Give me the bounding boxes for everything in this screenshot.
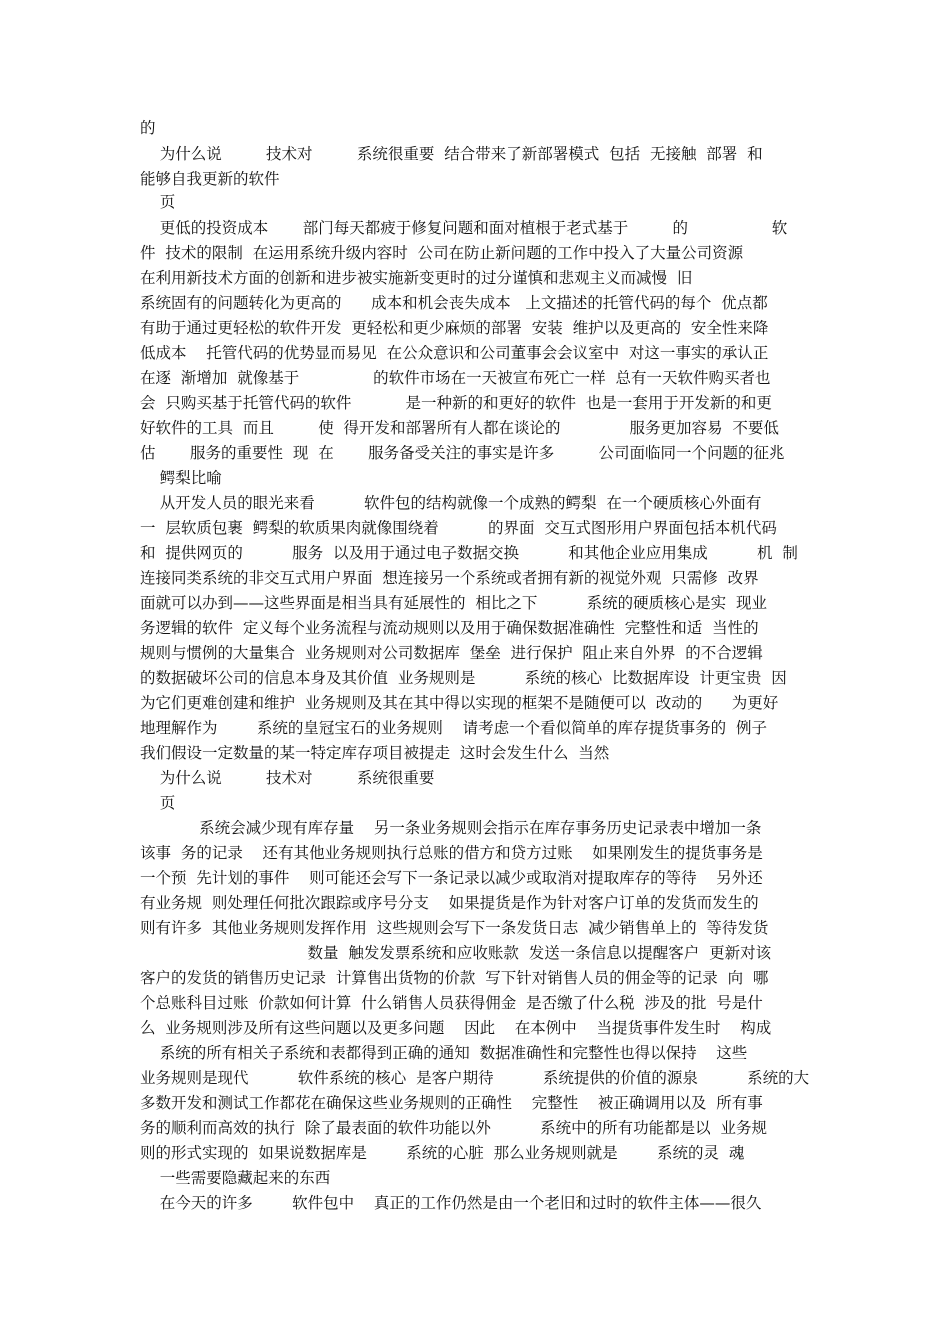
text-line: 好软件的工具 而且 使 得开发和部署所有人都在谈论的 服务更加容易 不要低 bbox=[140, 419, 779, 437]
page-label: 页 bbox=[140, 193, 176, 211]
text-line: 会 只购买基于托管代码的软件 是一种新的和更好的软件 也是一套用于开发新的和更 bbox=[140, 394, 772, 412]
text-line: 务逻辑的软件 定义每个业务流程与流动规则以及用于确保数据准确性 完整性和适 当性的 bbox=[140, 619, 759, 637]
text-line: 一个预 先计划的事件 则可能还会写下一条记录以减少或取消对提取库存的等待 另外还 bbox=[140, 869, 763, 887]
text-line: 的数据破坏公司的信息本身及其价值 业务规则是 系统的核心 比数据库设 计更宝贵 因 bbox=[140, 669, 787, 687]
text-line: 么 业务规则涉及所有这些问题以及更多问题 因此 在本例中 当提货事件发生时 构成 bbox=[140, 1019, 772, 1037]
text-line: 估 服务的重要性 现 在 服务备受关注的事实是许多 公司面临同一个问题的征兆 bbox=[140, 444, 785, 462]
text-line: 连接同类系统的非交互式用户界面 想连接另一个系统或者拥有新的视觉外观 只需修 改界 bbox=[140, 569, 759, 587]
text-line: 我们假设一定数量的某一特定库存项目被提走 这时会发生什么 当然 bbox=[140, 744, 610, 762]
text-line: 务的顺利而高效的执行 除了最表面的软件功能以外 系统中的所有功能都是以 业务规 bbox=[140, 1119, 767, 1137]
text-line: 从开发人员的眼光来看 软件包的结构就像一个成熟的鳄梨 在一个硬质核心外面有 bbox=[140, 494, 762, 512]
text-line: 业务规则是现代 软件系统的核心 是客户期待 系统提供的价值的源泉 系统的大 bbox=[140, 1069, 810, 1087]
text-line: 有业务规 则处理任何批次跟踪或序号分支 如果提货是作为针对客户订单的发货而发生的 bbox=[140, 894, 759, 912]
text-line: 在逐 渐增加 就像基于 的软件市场在一天被宣布死亡一样 总有一天软件购买者也 bbox=[140, 369, 771, 387]
text-line: 低成本 托管代码的优势显而易见 在公众意识和公司董事会会议室中 对这一事实的承认正 bbox=[140, 344, 769, 362]
text-line: 为它们更难创建和维护 业务规则及其在其中得以实现的框架不是随便可以 改动的 为更好 bbox=[140, 694, 779, 712]
text-line: 件 技术的限制 在运用系统升级内容时 公司在防止新问题的工作中投入了大量公司资源 bbox=[140, 244, 744, 262]
section-heading: 鳄梨比喻 bbox=[140, 469, 222, 487]
text-line: 的 bbox=[140, 119, 156, 137]
text-line: 地理解作为 系统的皇冠宝石的业务规则 请考虑一个看似简单的库存提货事务的 例子 bbox=[140, 719, 767, 737]
text-line: 一 层软质包裹 鳄梨的软质果肉就像围绕着 的界面 交互式图形用户界面包括本机代码 bbox=[140, 519, 777, 537]
text-line: 系统会减少现有库存量 另一条业务规则会指示在库存事务历史记录表中增加一条 bbox=[140, 819, 762, 837]
text-line: 该事 务的记录 还有其他业务规则执行总账的借方和贷方过账 如果刚发生的提货事务是 bbox=[140, 844, 763, 862]
section-heading: 为什么说 技术对 系统很重要 bbox=[140, 769, 435, 787]
text-line: 规则与惯例的大量集合 业务规则对公司数据库 堡垒 进行保护 阻止来自外界 的不合逻辑 bbox=[140, 644, 763, 662]
text-line: 在利用新技术方面的创新和进步被实施新变更时的过分谨慎和悲观主义而减慢 旧 bbox=[140, 269, 693, 287]
text-line: 客户的发货的销售历史记录 计算售出货物的价款 写下针对销售人员的佣金等的记录 向 哪 bbox=[140, 969, 769, 987]
text-line: 面就可以办到——这些界面是相当具有延展性的 相比之下 系统的硬质核心是实 现业 bbox=[140, 594, 767, 612]
text-line: 更低的投资成本 部门每天都疲于修复问题和面对植根于老式基于 的 软 bbox=[140, 219, 788, 237]
text-line: 个总账科目过账 价款如何计算 什么销售人员获得佣金 是否缴了什么税 涉及的批 号是什 bbox=[140, 994, 763, 1012]
page-label: 页 bbox=[140, 794, 176, 812]
text-line: 系统固有的问题转化为更高的 成本和机会丧失成本 上文描述的托管代码的每个 优点都 bbox=[140, 294, 768, 312]
text-line: 系统的所有相关子系统和表都得到正确的通知 数据准确性和完整性也得以保持 这些 bbox=[140, 1044, 748, 1062]
section-heading: 一些需要隐藏起来的东西 bbox=[140, 1169, 331, 1187]
section-heading: 为什么说 技术对 系统很重要 结合带来了新部署模式 包括 无接触 部署 和 bbox=[140, 145, 763, 163]
text-line: 有助于通过更轻松的软件开发 更轻松和更少麻烦的部署 安装 维护以及更高的 安全性来降 bbox=[140, 319, 769, 337]
text-line: 多数开发和测试工作都花在确保这些业务规则的正确性 完整性 被正确调用以及 所有事 bbox=[140, 1094, 763, 1112]
text-line: 在今天的许多 软件包中 真正的工作仍然是由一个老旧和过时的软件主体——很久 bbox=[140, 1194, 762, 1212]
text-line: 则的形式实现的 如果说数据库是 系统的心脏 那么业务规则就是 系统的灵 魂 bbox=[140, 1144, 745, 1162]
text-line: 则有许多 其他业务规则发挥作用 这些规则会写下一条发货日志 减少销售单上的 等待发货 bbox=[140, 919, 769, 937]
text-line: 数量 触发发票系统和应收账款 发送一条信息以提醒客户 更新对该 bbox=[140, 944, 772, 962]
text-line: 和 提供网页的 服务 以及用于通过电子数据交换 和其他企业应用集成 机 制 bbox=[140, 544, 798, 562]
text-line: 能够自我更新的软件 bbox=[140, 170, 280, 188]
